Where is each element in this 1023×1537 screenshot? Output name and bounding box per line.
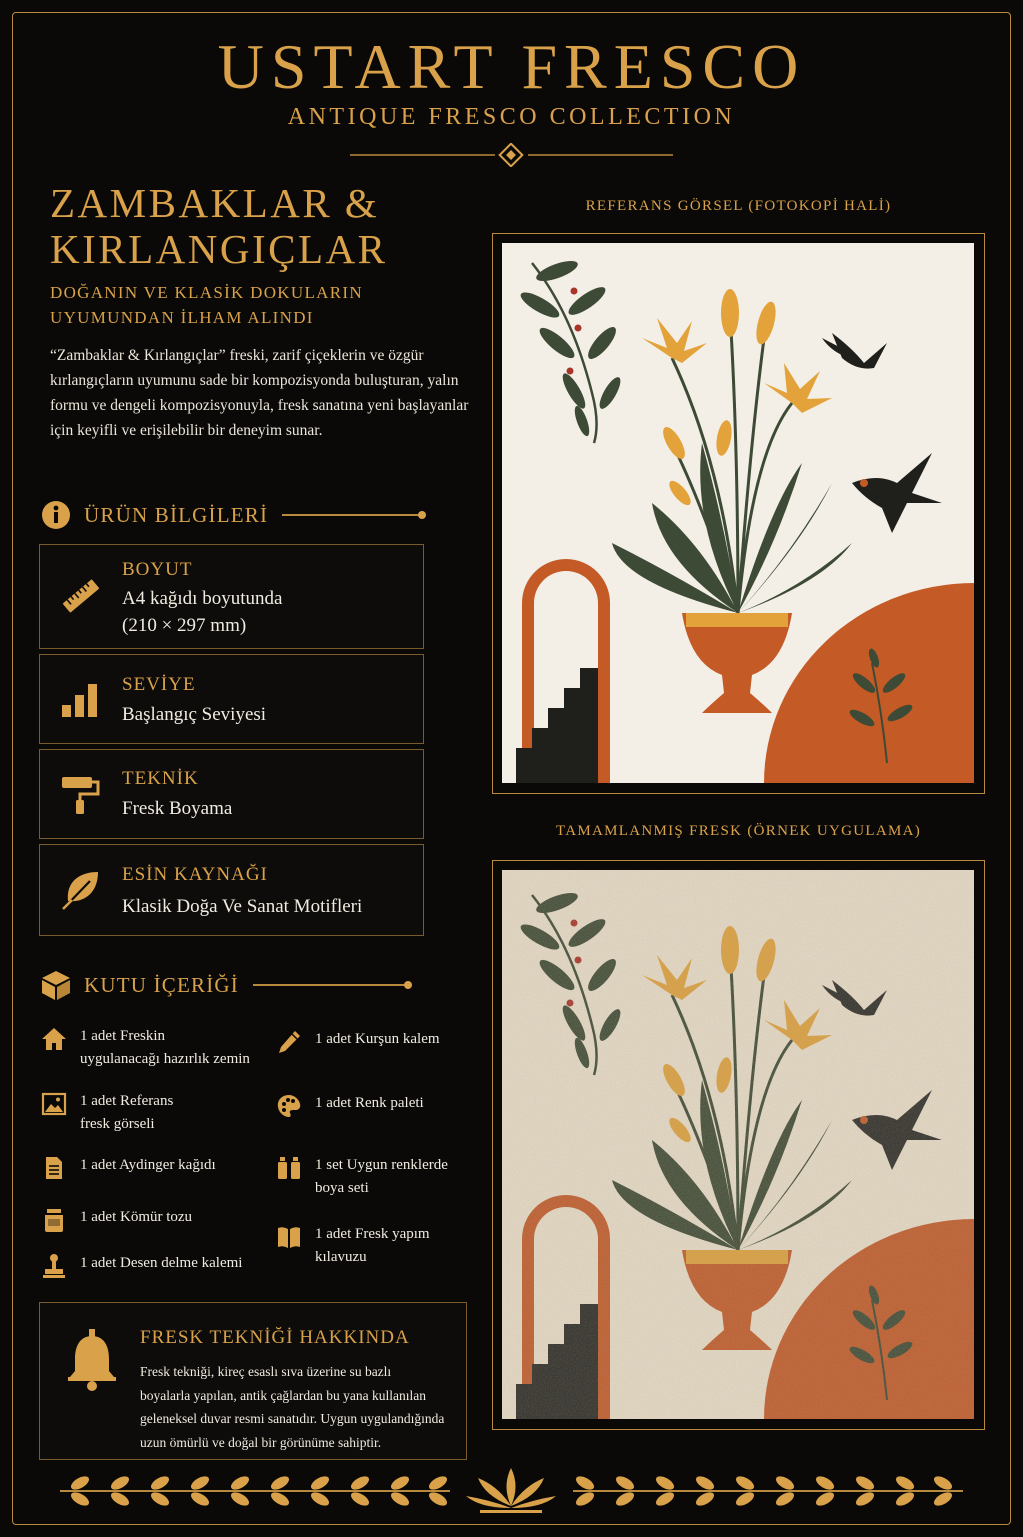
kit-item-line1: 1 set Uygun renklerde [315,1157,448,1173]
kit-item-line1: 1 adet Kömür tozu [80,1209,193,1225]
box-icon [40,969,72,1001]
kit-item-line1: 1 adet Desen delme kalemi [80,1255,243,1271]
kit-item [40,1090,173,1136]
kit-item-line1: 1 adet Fresk yapım [315,1226,430,1242]
kit-item [40,1206,192,1234]
product-title [50,180,470,272]
leaf-icon [60,869,102,911]
ruler-icon [60,575,102,617]
bell-icon [66,1327,118,1391]
finished-image-frame [492,860,985,1430]
info-section-rule [282,514,422,516]
info-card-label: BOYUT [122,559,193,580]
info-card-value-line1: A4 kağıdı boyutunda [122,588,283,609]
finished-artwork [502,870,974,1419]
kit-item [40,1025,250,1071]
kit-item-line1: 1 adet Kurşun kalem [315,1031,440,1047]
info-card-label: TEKNİK [122,768,199,789]
kit-item [275,1028,440,1056]
info-icon [40,499,72,531]
kit-section-heading [40,967,408,1003]
reference-caption: REFERANS GÖRSEL (FOTOKOPİ HALİ) [585,198,892,214]
brand-title: USTART FRESCO [217,31,806,102]
kit-section-rule [253,984,408,986]
kit-item [275,1154,448,1200]
product-subtitle-line1: DOĞANIN VE KLASİK DOKULARIN [50,283,363,302]
left-laurel [60,1474,450,1509]
header-divider [350,143,673,167]
reference-image-frame [492,233,985,794]
bar-chart-icon [60,679,102,721]
kit-item-line2: fresk görseli [80,1116,155,1132]
about-text-line: boyalarla yapılan, antik çağlardan bu yana kullanılan [140,1387,427,1403]
kit-item-line1: 1 adet Renk paleti [315,1095,424,1111]
kit-item-line1: 1 adet Referans [80,1093,174,1109]
about-text-line: uzun ömürlü ve doğal bir görünüme sahiptir. [140,1434,382,1450]
info-card-technique [39,749,424,839]
kit-section-title: KUTU İÇERİĞİ [84,972,239,997]
product-subtitle-line2: UYUMUNDAN İLHAM ALINDI [50,308,314,327]
info-card-value [122,585,412,639]
info-card-inspiration [39,844,424,936]
info-card-value: Fresk Boyama [122,798,233,819]
kit-item-line1: 1 adet Freskin [80,1028,165,1044]
info-card-value-line2: (210 × 297 mm) [122,615,247,636]
center-lotus [466,1468,556,1513]
info-card-value: Klasik Doğa Ve Sanat Motifleri [122,896,363,917]
right-laurel [573,1474,963,1509]
jar-icon [40,1206,68,1234]
stamp-icon [40,1252,68,1280]
palette-icon [275,1092,303,1120]
book-icon [275,1223,303,1251]
product-description: “Zambaklar & Kırlangıçlar” freski, zarif çiçeklerin ve özgür kırlangıçların uyumunu sade bir kompozisyonda buluşturan, yalın formu ve dengeli kompozisyonuyla, fresk sanatına yeni başlayanlar için keyifli ve erişilebilir bir deneyim sunar. [50,347,469,439]
kit-item-line2: kılavuzu [315,1249,367,1265]
info-section-title: ÜRÜN BİLGİLERİ [84,502,269,527]
about-text [140,1360,460,1454]
kit-item [275,1223,430,1269]
product-title-line2: KIRLANGIÇLAR [50,226,388,272]
kit-item [40,1252,242,1280]
pencil-icon [275,1028,303,1056]
kit-item-line1: 1 adet Aydinger kağıdı [80,1157,216,1173]
kit-item-line2: uygulanacağı hazırlık zemin [80,1051,250,1067]
about-text-line: Fresk tekniği, kireç esaslı sıva üzerine su bazlı [140,1364,392,1379]
info-card-label: SEVİYE [122,674,196,695]
reference-artwork [502,243,974,783]
info-card-level [39,654,424,744]
footer-ornament [40,1466,983,1516]
paint-roller-icon [60,774,102,816]
product-title-line1: ZAMBAKLAR & [50,180,380,226]
info-card-label: ESİN KAYNAĞI [122,864,268,885]
kit-item [40,1154,216,1182]
finished-caption: TAMAMLANMIŞ FRESK (ÖRNEK UYGULAMA) [555,823,922,839]
about-fresco-box [39,1302,467,1460]
document-icon [40,1154,68,1182]
info-section-heading [40,497,422,533]
info-card-size [39,544,424,649]
paint-bottles-icon [275,1154,303,1182]
about-text-line: geleneksel duvar resmi sanatıdır. Uygun uygulandığında [140,1411,445,1426]
image-icon [40,1090,68,1118]
product-subtitle [50,280,470,330]
kit-item [275,1092,424,1120]
info-card-value: Başlangıç Seviyesi [122,704,267,725]
collection-subtitle: ANTIQUE FRESCO COLLECTION [287,104,736,130]
about-title: FRESK TEKNİĞİ HAKKINDA [140,1327,410,1348]
kit-item-line2: boya seti [315,1180,369,1196]
home-icon [40,1025,68,1053]
